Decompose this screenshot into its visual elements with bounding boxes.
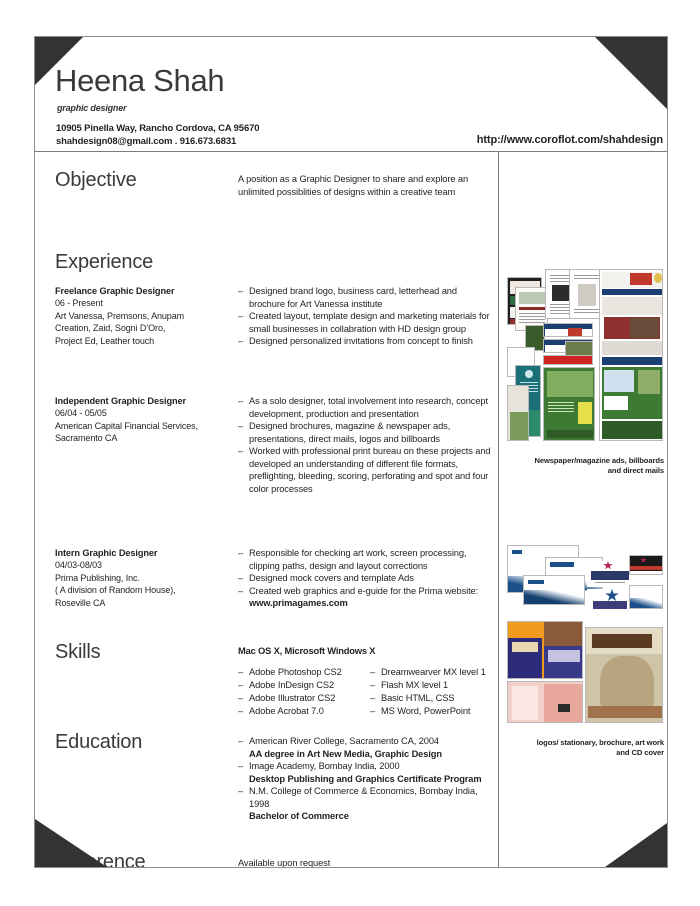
caption-line: and direct mails [607,466,664,475]
bullet-dash-icon: – [238,692,244,703]
portfolio-thumb [599,269,663,441]
experience-2-bullets [238,395,493,495]
skill-text: MS Word, PowerPoint [381,705,471,716]
portfolio-thumb [507,385,529,441]
corner-fold-bottom-left-icon [35,819,107,867]
skills-body [238,645,493,718]
experience-1-employer-line1: Art Vanessa, Premsons, Anupam [55,310,184,321]
portfolio-thumb [543,367,595,441]
experience-3-employer-line2: ( A division of Random House), [55,585,176,596]
portfolio-thumb [587,561,631,587]
bullet-dash-icon: – [238,786,244,796]
experience-1-employer-line2: Creation, Zaid, Sogni D’Oro, [55,323,166,334]
bullet-dash-icon: – [238,679,244,690]
experience-2-employer-line1: American Capital Financial Services, [55,420,198,431]
skills-grid [238,666,493,718]
education-list [238,735,493,823]
corner-fold-top-right-icon [595,37,667,109]
experience-3-job-title: Intern Graphic Designer [55,548,158,558]
experience-2-dates: 06/04 - 05/05 [55,408,107,419]
portfolio-thumb [629,585,663,609]
bullet-dash-icon: – [238,286,244,296]
bullet-text: Responsible for checking art work, screen processing, clipping paths, design and layout corrections [249,548,467,571]
contact-email-phone: shahdesign08@gmail.com . 916.673.6831 [56,136,237,147]
skills-platforms: Mac OS X, Microsoft Windows X [238,645,376,656]
candidate-name: Heena Shah [55,63,225,98]
education-school: American River College, Sacramento CA, 2004 [249,736,439,746]
logos-stationary-panel[interactable] [505,541,664,758]
experience-3-employer-line3: Roseville CA [55,597,106,608]
bullet-dash-icon: – [238,666,244,677]
list-item [238,692,360,705]
bullet-dash-icon: – [238,761,244,771]
list-item [370,692,492,705]
portfolio-thumb [543,355,593,365]
experience-1-job-title: Freelance Graphic Designer [55,286,175,296]
experience-1-dates: 06 - Present [55,298,103,309]
skill-text: Dreamwearver MX level 1 [381,666,486,677]
list-item [238,310,493,335]
portfolio-thumb [569,269,603,319]
list-item [238,335,493,348]
portfolio-collage-2 [505,541,664,733]
list-item [238,785,493,823]
list-item [238,705,360,718]
experience-1-bullets [238,285,493,348]
bullet-dash-icon: – [238,548,244,558]
list-item [238,285,493,310]
contact-address: 10905 Pinella Way, Rancho Cordova, CA 95670 [56,123,260,134]
education-school: N.M. College of Commerce & Economics, Bombay India, 1998 [249,786,478,809]
corner-fold-bottom-right-icon [605,823,667,867]
experience-3-meta [55,547,230,609]
experience-3-employer-line1: Prima Publishing, Inc. [55,572,140,583]
skill-text: Flash MX level 1 [381,679,449,690]
bullet-dash-icon: – [238,336,244,346]
resume-body [35,151,498,867]
experience-3-dates: 04/03-08/03 [55,560,102,571]
skill-text: Adobe Acrobat 7.0 [249,705,324,716]
caption-line: logos/ stationary, brochure, art work [536,738,664,747]
education-degree: AA degree in Art New Media, Graphic Design [249,748,442,759]
list-item [238,735,493,760]
bullet-dash-icon: – [238,396,244,406]
section-title-reference: Reference [55,851,146,868]
list-item [238,547,493,572]
bullet-dash-icon: – [238,736,244,746]
corner-fold-top-left-icon [35,37,83,85]
bullet-dash-icon: – [370,679,376,690]
experience-1-employer-line3: Project Ed, Leather touch [55,335,155,346]
bullet-dash-icon: – [370,666,376,677]
education-degree: Bachelor of Commerce [249,811,349,821]
portfolio-thumb [587,589,633,615]
portfolio-caption-2 [505,738,664,758]
bullet-dash-icon: – [238,585,244,596]
list-item [238,585,493,610]
bullet-text: Created layout, template design and marketing materials for small businesses in collabration with HD design group [249,311,490,334]
bullet-text: Designed mock covers and template Ads [249,573,414,583]
bullet-text: Worked with professional print bureau on these projects and developed an understanding of different file formats, preflighting, bleeding, scoring, perforating and spot and four color processes [249,446,491,494]
portfolio-url[interactable]: http://www.coroflot.com/shahdesign [476,134,663,146]
bullet-dash-icon: – [370,692,376,703]
portfolio-thumb [523,575,585,605]
reference-text: Available upon request [238,858,331,868]
experience-2-employer-line2: Sacramento CA [55,433,118,444]
bullet-dash-icon: – [238,705,244,716]
bullet-dash-icon: – [238,573,244,583]
bullet-text: Designed brand logo, business card, letterhead and brochure for Art Vanessa institute [249,286,457,309]
list-item [238,679,360,692]
experience-2-job-title: Independent Graphic Designer [55,396,186,406]
resume-page [34,36,668,868]
section-title-education: Education [55,731,143,753]
portfolio-thumb [629,555,663,575]
skill-text: Basic HTML, CSS [381,692,455,703]
education-degree: Desktop Publishing and Graphics Certificate Program [249,773,482,784]
skills-column-2 [370,666,492,718]
list-item [238,395,493,420]
objective-text: A position as a Graphic Designer to share and explore an unlimited possiblities of designs within a creative team [238,174,469,197]
education-school: Image Academy, Bombay India, 2000 [249,761,400,771]
bullet-text: Designed personalized invitations from concept to finish [249,336,473,346]
bullet-dash-icon: – [238,421,244,431]
list-item [238,420,493,445]
list-item [370,666,492,679]
experience-1-meta [55,285,230,347]
list-item [238,445,493,495]
list-item [238,666,360,679]
experience-3-bullets [238,547,493,610]
bullet-dash-icon: – [238,311,244,321]
section-title-objective: Objective [55,169,137,191]
section-title-skills: Skills [55,641,101,663]
newspaper-magazine-ads-panel[interactable] [505,259,664,476]
skill-text: Adobe InDesign CS2 [249,679,335,690]
portfolio-collage-1 [505,259,664,451]
bullet-dash-icon: – [238,446,244,456]
bullet-dash-icon: – [370,705,376,716]
list-item [370,705,492,718]
portfolio-sidebar [499,151,667,867]
portfolio-thumb [507,681,583,723]
section-title-experience: Experience [55,251,154,273]
bullet-text: As a solo designer, total involvement into research, concept development, production and presentation [249,396,488,419]
caption-line: Newspaper/magazine ads, billboards [534,456,664,465]
list-item [238,572,493,585]
resume-header [35,37,667,151]
caption-line: and CD cover [616,748,664,757]
bullet-text: Designed brochures, magazine & newspaper ads, presentations, direct mails, logos and billboards [249,421,451,444]
portfolio-caption-1 [505,456,664,476]
candidate-title: graphic designer [57,103,127,113]
prima-website-link[interactable]: www.primagames.com [249,598,348,608]
skill-text: Adobe Illustrator CS2 [249,692,336,703]
contact-block [56,122,259,148]
list-item [370,679,492,692]
portfolio-thumb [585,627,663,723]
experience-2-meta [55,395,230,445]
skills-column-1 [238,666,360,718]
list-item [238,760,493,785]
portfolio-thumb [507,621,583,679]
skill-text: Adobe Photoshop CS2 [249,666,342,677]
bullet-text: Created web graphics and e-guide for the Prima website: [249,585,479,596]
portfolio-thumb [543,323,593,337]
